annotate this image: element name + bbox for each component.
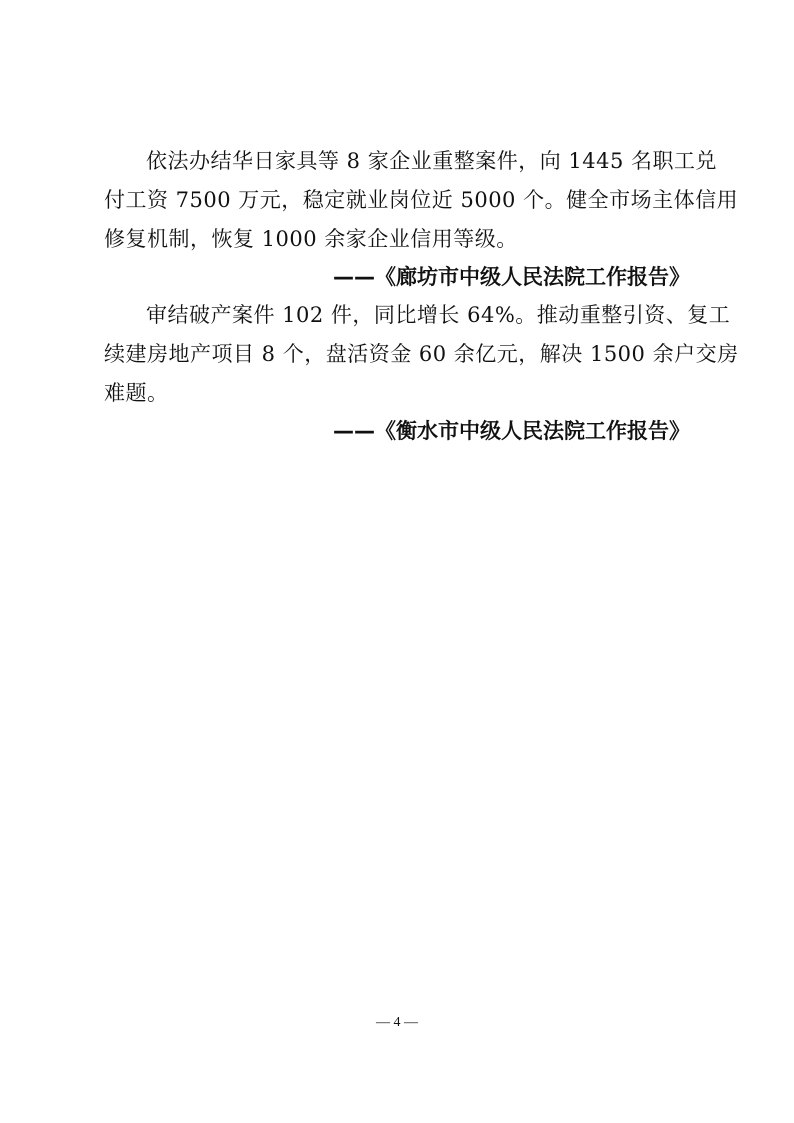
paragraph-1-line-1: 依法办结华日家具等 8 家企业重整案件，向 1445 名职工兑 <box>146 149 718 173</box>
paragraph-1-line-3: 修复机制，恢复 1000 余家企业信用等级。 <box>104 227 518 251</box>
source-citation-2: ——《衡水市中级人民法院工作报告》 <box>333 419 690 443</box>
page-number: — 4 — <box>376 1015 418 1030</box>
paragraph-2-line-3: 难题。 <box>104 381 169 405</box>
paragraph-2-line-1: 审结破产案件 102 件，同比增长 64%。推动重整引资、复工 <box>146 303 731 327</box>
paragraph-1-line-2: 付工资 7500 万元，稳定就业岗位近 5000 个。健全市场主体信用 <box>104 188 739 212</box>
source-citation-1: ——《廊坊市中级人民法院工作报告》 <box>333 265 690 289</box>
paragraph-2-line-2: 续建房地产项目 8 个，盘活资金 60 余亿元，解决 1500 余户交房 <box>104 342 739 366</box>
